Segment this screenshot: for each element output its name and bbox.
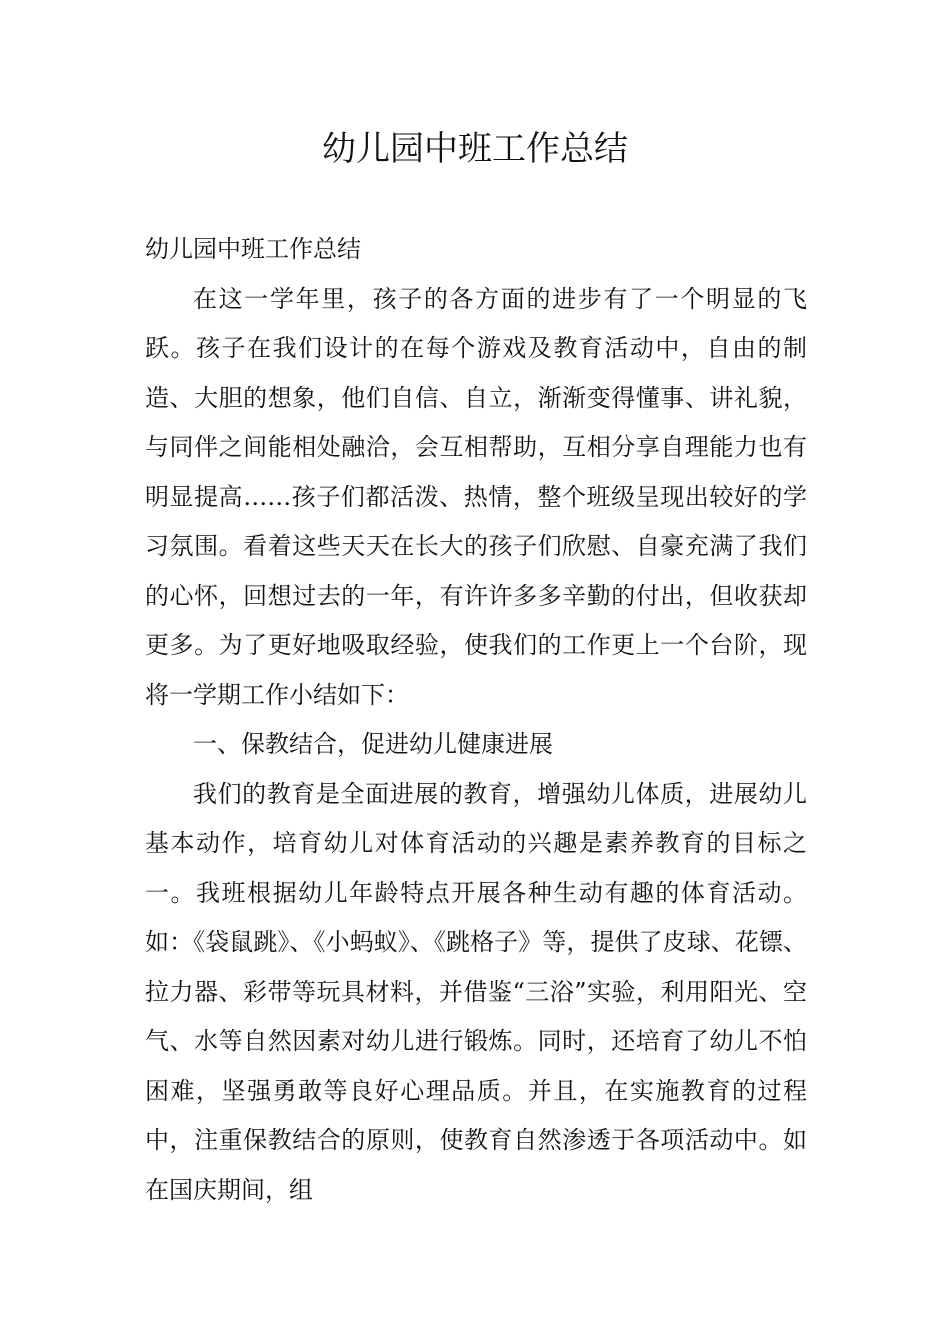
section-heading-1: 一、保教结合，促进幼儿健康进展 (193, 730, 553, 758)
body-heading: 幼儿园中班工作总结 (145, 235, 361, 263)
paragraph-health: 我们的教育是全面进展的教育，增强幼儿体质，进展幼儿基本动作，培育幼儿对体育活动的兴趣是素养教育的目标之一。我班根据幼儿年龄特点开展各种生动有趣的体育活动。如：《袋鼠跳》、《小蚂蚁》、《跳格子》等，提供了皮球、花镖、拉力器、彩带等玩具材料，并借鉴“三浴”实验，利用阳光、空气、水等自然因素对幼儿进行锻炼。同时，还培育了幼儿不怕困难，坚强勇敢等良好心理品质。并且，在实施教育的过程中，注重保教结合的原则，使教育自然渗透于各项活动中。如在国庆期间，组 (145, 779, 807, 1204)
paragraph-intro: 在这一学年里，孩子的各方面的进步有了一个明显的飞跃。孩子在我们设计的在每个游戏及教育活动中，自由的制造、大胆的想象，他们自信、自立，渐渐变得懂事、讲礼貌，与同伴之间能相处融洽，会互相帮助，互相分享自理能力也有明显提高……孩子们都活泼、热情，整个班级呈现出较好的学习氛围。看着这些天天在长大的孩子们欣慰、自豪充满了我们的心怀，回想过去的一年，有许许多多辛勤的付出，但收获却更多。为了更好地吸取经验，使我们的工作更上一个台阶，现将一学期工作小结如下： (145, 284, 807, 709)
document-title: 幼儿园中班工作总结 (322, 129, 628, 169)
document-body (145, 225, 807, 1215)
